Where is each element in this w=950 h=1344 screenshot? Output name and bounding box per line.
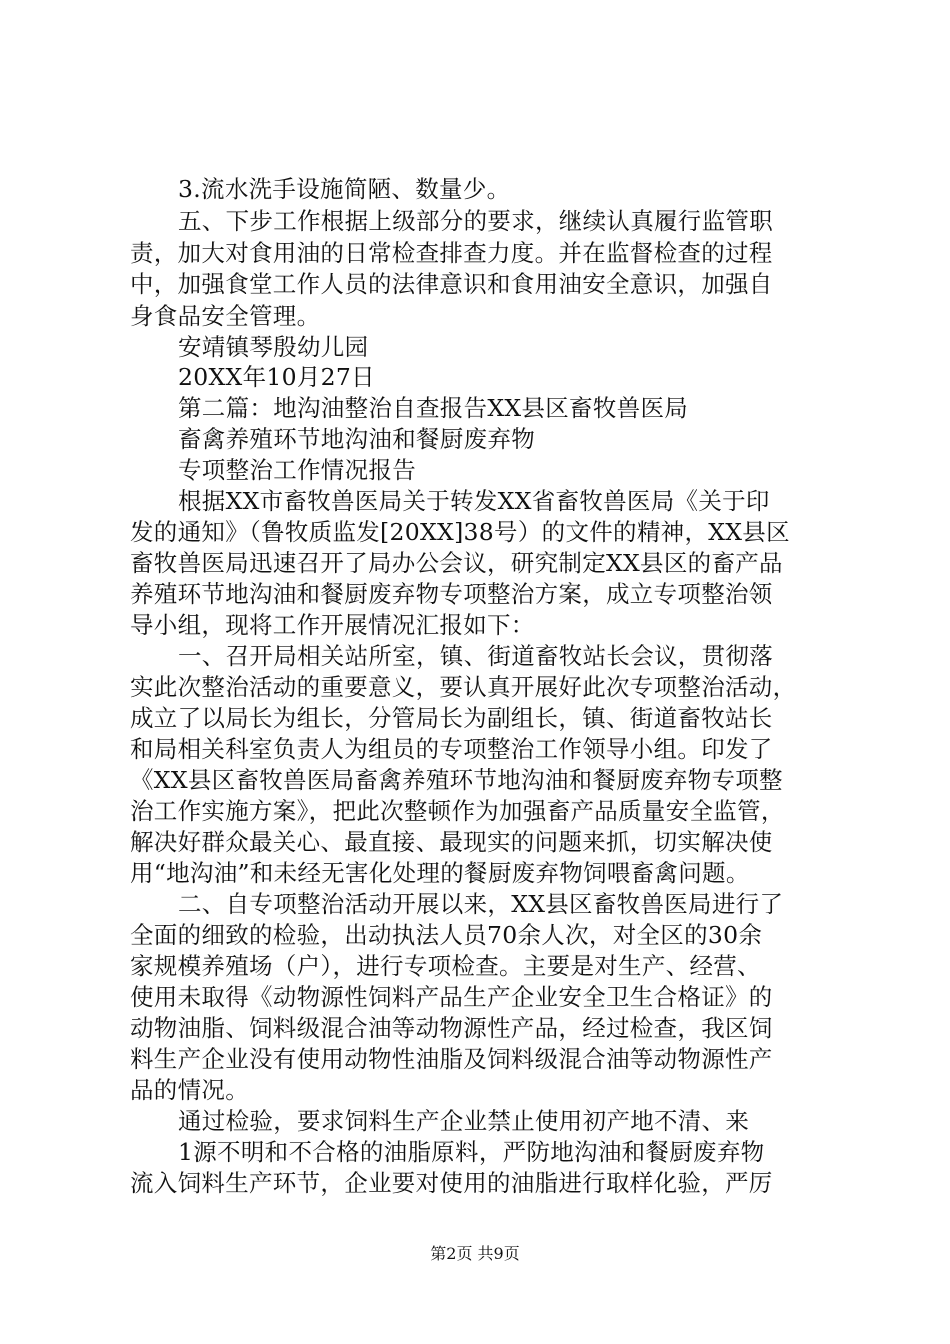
text-line: 中，加强食堂工作人员的法律意识和食用油安全意识，加强自 [130, 270, 773, 298]
text-line: 3.流水洗手设施简陋、数量少。 [178, 175, 511, 203]
text-line: 身食品安全管理。 [130, 302, 321, 330]
text-line: 二、自专项整治活动开展以来，XX县区畜牧兽医局进行了 [178, 890, 784, 918]
text-line: 五、下步工作根据上级部分的要求，继续认真履行监管职 [178, 207, 773, 235]
text-line: 通过检验，要求饲料生产企业禁止使用初产地不清、来 [178, 1107, 750, 1135]
text-line: 根据XX市畜牧兽医局关于转发XX省畜牧兽医局《关于印 [178, 487, 770, 515]
text-line: 实此次整治活动的重要意义，要认真开展好此次专项整治活动， [130, 673, 797, 701]
text-line: 动物油脂、饲料级混合油等动物源性产品，经过检查，我区饲 [130, 1014, 773, 1042]
text-line: 安靖镇琴殷幼儿园 [178, 333, 369, 361]
section-heading: 第二篇：地沟油整治自查报告XX县区畜牧兽医局 [178, 394, 689, 422]
text-line: 用“地沟油”和未经无害化处理的餐厨废弃物饲喂畜禽问题。 [130, 859, 750, 887]
text-line: 养殖环节地沟油和餐厨废弃物专项整治方案，成立专项整治领 [130, 580, 773, 608]
text-line: 畜牧兽医局迅速召开了局办公会议，研究制定XX县区的畜产品 [130, 549, 783, 577]
text-line: 治工作实施方案》，把此次整顿作为加强畜产品质量安全监管， [130, 797, 785, 825]
text-line: 和局相关科室负责人为组员的专项整治工作领导小组。印发了 [130, 735, 773, 763]
text-line: 发的通知》（鲁牧质监发[20XX]38号）的文件的精神，XX县区 [130, 518, 790, 546]
text-line: 导小组，现将工作开展情况汇报如下： [130, 611, 535, 639]
text-line: 成立了以局长为组长，分管局长为副组长，镇、街道畜牧站长 [130, 704, 773, 732]
text-line: 《XX县区畜牧兽医局畜禽养殖环节地沟油和餐厨废弃物专项整 [130, 766, 783, 794]
text-line: 全面的细致的检验，出动执法人员70余人次，对全区的30余 [130, 921, 763, 949]
text-line: 品的情况。 [130, 1076, 249, 1104]
text-line: 20XX年10月27日 [178, 363, 375, 391]
text-line: 责，加大对食用油的日常检查排查力度。并在监督检查的过程 [130, 239, 773, 267]
text-line: 家规模养殖场（户），进行专项检查。主要是对生产、经营、 [130, 952, 761, 980]
text-line: 料生产企业没有使用动物性油脂及饲料级混合油等动物源性产 [130, 1045, 773, 1073]
text-line: 解决好群众最关心、最直接、最现实的问题来抓，切实解决使 [130, 828, 773, 856]
section-heading: 畜禽养殖环节地沟油和餐厨废弃物 [178, 425, 535, 453]
section-heading: 专项整治工作情况报告 [178, 456, 416, 484]
page-number-footer: 第2页 共9页 [430, 1244, 520, 1263]
text-line: 一、召开局相关站所室，镇、街道畜牧站长会议，贯彻落 [178, 642, 773, 670]
text-line: 流入饲料生产环节，企业要对使用的油脂进行取样化验，严厉 [130, 1169, 773, 1197]
text-line: 使用未取得《动物源性饲料产品生产企业安全卫生合格证》的 [130, 983, 773, 1011]
text-line: 1源不明和不合格的油脂原料，严防地沟油和餐厨废弃物 [178, 1138, 765, 1166]
